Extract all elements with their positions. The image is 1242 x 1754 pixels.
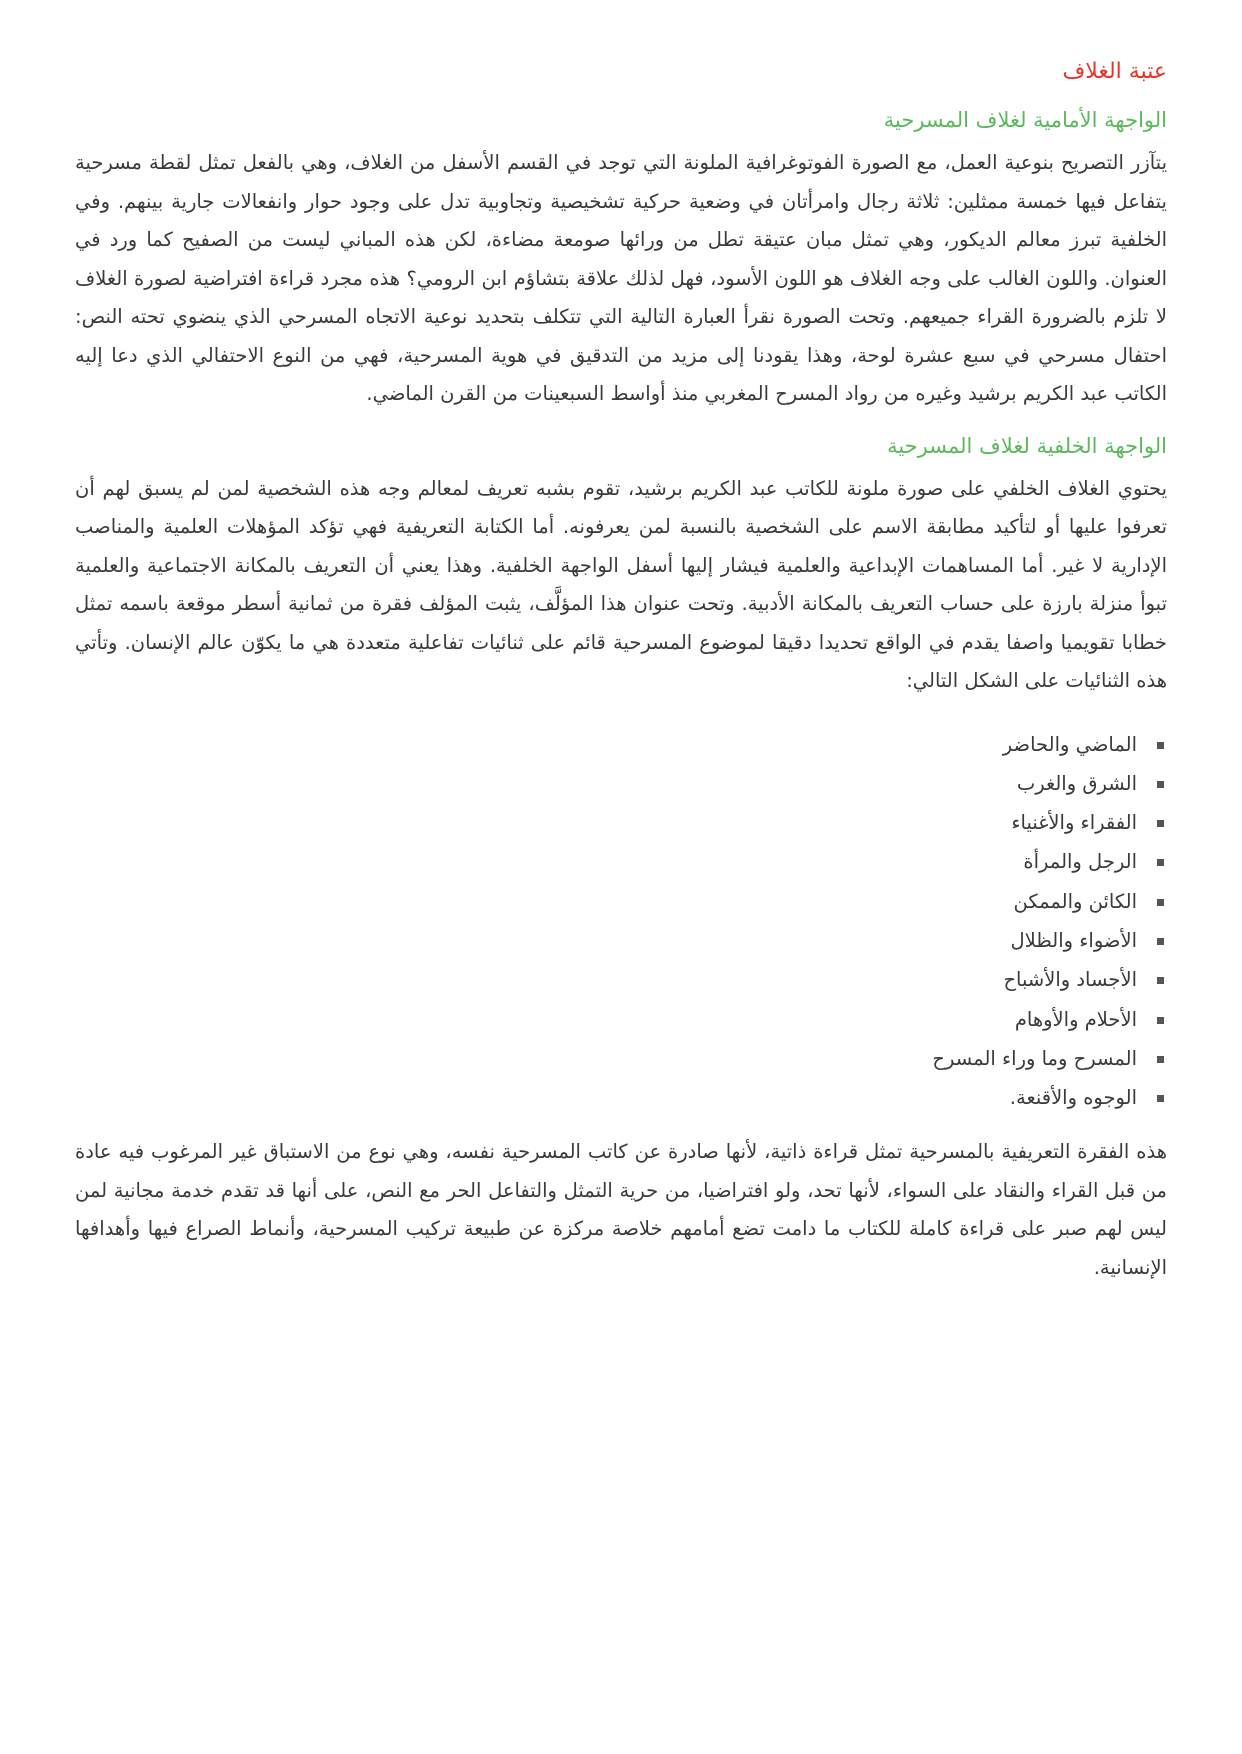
list-item bbox=[75, 764, 1167, 803]
binary-pairs-list bbox=[75, 725, 1167, 1118]
square-bullet-icon bbox=[1157, 938, 1164, 945]
list-item bbox=[75, 921, 1167, 960]
square-bullet-icon bbox=[1157, 781, 1164, 788]
list-item bbox=[75, 882, 1167, 921]
square-bullet-icon bbox=[1157, 1056, 1164, 1063]
list-item bbox=[75, 1078, 1167, 1117]
document-page bbox=[75, 50, 1167, 1299]
square-bullet-icon bbox=[1157, 742, 1164, 749]
list-item-text: الشرق والغرب bbox=[1016, 771, 1137, 795]
list-item-text: الكائن والممكن bbox=[1013, 889, 1137, 913]
front-cover-heading: الواجهة الأمامية لغلاف المسرحية bbox=[883, 108, 1167, 132]
square-bullet-icon bbox=[1157, 820, 1164, 827]
list-item bbox=[75, 842, 1167, 881]
list-item bbox=[75, 803, 1167, 842]
square-bullet-icon bbox=[1157, 859, 1164, 866]
list-item bbox=[75, 1039, 1167, 1078]
list-item-text: الأجساد والأشباح bbox=[1003, 968, 1137, 992]
list-item-text: الوجوه والأقنعة. bbox=[1009, 1086, 1137, 1110]
square-bullet-icon bbox=[1157, 977, 1164, 984]
back-cover-heading: الواجهة الخلفية لغلاف المسرحية bbox=[887, 433, 1167, 458]
back-cover-paragraph: يحتوي الغلاف الخلفي على صورة ملونة للكاتب عبد الكريم برشيد، تقوم بشبه تعريف لمعالم وجه هذه الشخصية لمن لم يسبق لهم أن تعرفوا عليها أو لتأكيد مطابقة الاسم على الشخصية بالنسبة لمن يعرفونه. أما الكتابة التعريفية فهي تؤكد المؤهلات العلمية والمناصب الإدارية لا غير. أما المساهمات الإبداعية والعلمية فيشار إليها أسفل الواجهة الخلفية. وهذا يعني أن التعريف بالمكانة الاجتماعية والعلمية تبوأ منزلة بارزة على حساب التعريف بالمكانة الأدبية. وتحت عنوان هذا المؤلَّف، يثبت المؤلف فقرة من ثمانية أسطر موقعة باسمه تمثل خطابا تقويميا واصفا يقدم في الواقع تحديدا دقيقا لموضوع المسرحية قائم على ثنائيات تفاعلية متعددة هي ما يكوّن عالم الإنسان. وتأتي هذه الثنائيات على الشكل التالي: bbox=[75, 476, 1167, 692]
list-item-text: الماضي والحاضر bbox=[1002, 732, 1137, 756]
square-bullet-icon bbox=[1157, 1095, 1164, 1102]
list-item bbox=[75, 725, 1167, 764]
list-item-text: الأضواء والظلال bbox=[1010, 928, 1137, 952]
closing-paragraph: هذه الفقرة التعريفية بالمسرحية تمثل قراءة ذاتية، لأنها صادرة عن كاتب المسرحية نفسه، وهي نوع من الاستباق غير المرغوب فيه عادة من قبل القراء والنقاد على السواء، لأنها تحد، ولو افتراضيا، من حرية التمثل والتفاعل الحر مع النص، على أنها قد تقدم خدمة مجانية لمن ليس لهم صبر على قراءة كاملة للكتاب ما دامت تضع أمامهم خلاصة مركزة عن طبيعة تركيب المسرحية، وأنماط الصراع فيها وأهدافها الإنسانية. bbox=[75, 1140, 1167, 1279]
square-bullet-icon bbox=[1157, 899, 1164, 906]
section-title: عتبة الغلاف bbox=[1062, 59, 1167, 84]
square-bullet-icon bbox=[1157, 1017, 1164, 1024]
list-item-text: الفقراء والأغنياء bbox=[1011, 811, 1137, 835]
front-cover-paragraph: يتآزر التصريح بنوعية العمل، مع الصورة الفوتوغرافية الملونة التي توجد في القسم الأسفل من الغلاف، وهي بالفعل تمثل لقطة مسرحية يتفاعل فيها خمسة ممثلين: ثلاثة رجال وامرأتان في وضعية حركية تشخيصية وتجاوبية تدل على وجود حوار وانفعالات جارية بينهم. وفي الخلفية تبرز معالم الديكور، وهي تمثل مبان عتيقة تطل من ورائها صومعة مضاءة، لكن هذه المباني ليست من الصفيح كما ورد في العنوان. واللون الغالب على وجه الغلاف هو اللون الأسود، فهل لذلك علاقة بتشاؤم ابن الرومي؟ هذه مجرد قراءة افتراضية لصورة الغلاف لا تلزم بالضرورة القراء جميعهم. وتحت الصورة نقرأ العبارة التالية التي تتكلف بتحديد نوعية الاتجاه المسرحي الذي ينضوي تحته النص: احتفال مسرحي في سبع عشرة لوحة، وهذا يقودنا إلى مزيد من التدقيق في هوية المسرحية، فهي من النوع الاحتفالي الذي دعا إليه الكاتب عبد الكريم برشيد وغيره من رواد المسرح المغربي منذ أواسط السبعينات من القرن الماضي. bbox=[75, 151, 1167, 405]
list-item bbox=[75, 1000, 1167, 1039]
list-item-text: الأحلام والأوهام bbox=[1014, 1007, 1137, 1031]
list-item-text: المسرح وما وراء المسرح bbox=[932, 1046, 1137, 1070]
list-item bbox=[75, 960, 1167, 999]
list-item-text: الرجل والمرأة bbox=[1023, 850, 1137, 874]
